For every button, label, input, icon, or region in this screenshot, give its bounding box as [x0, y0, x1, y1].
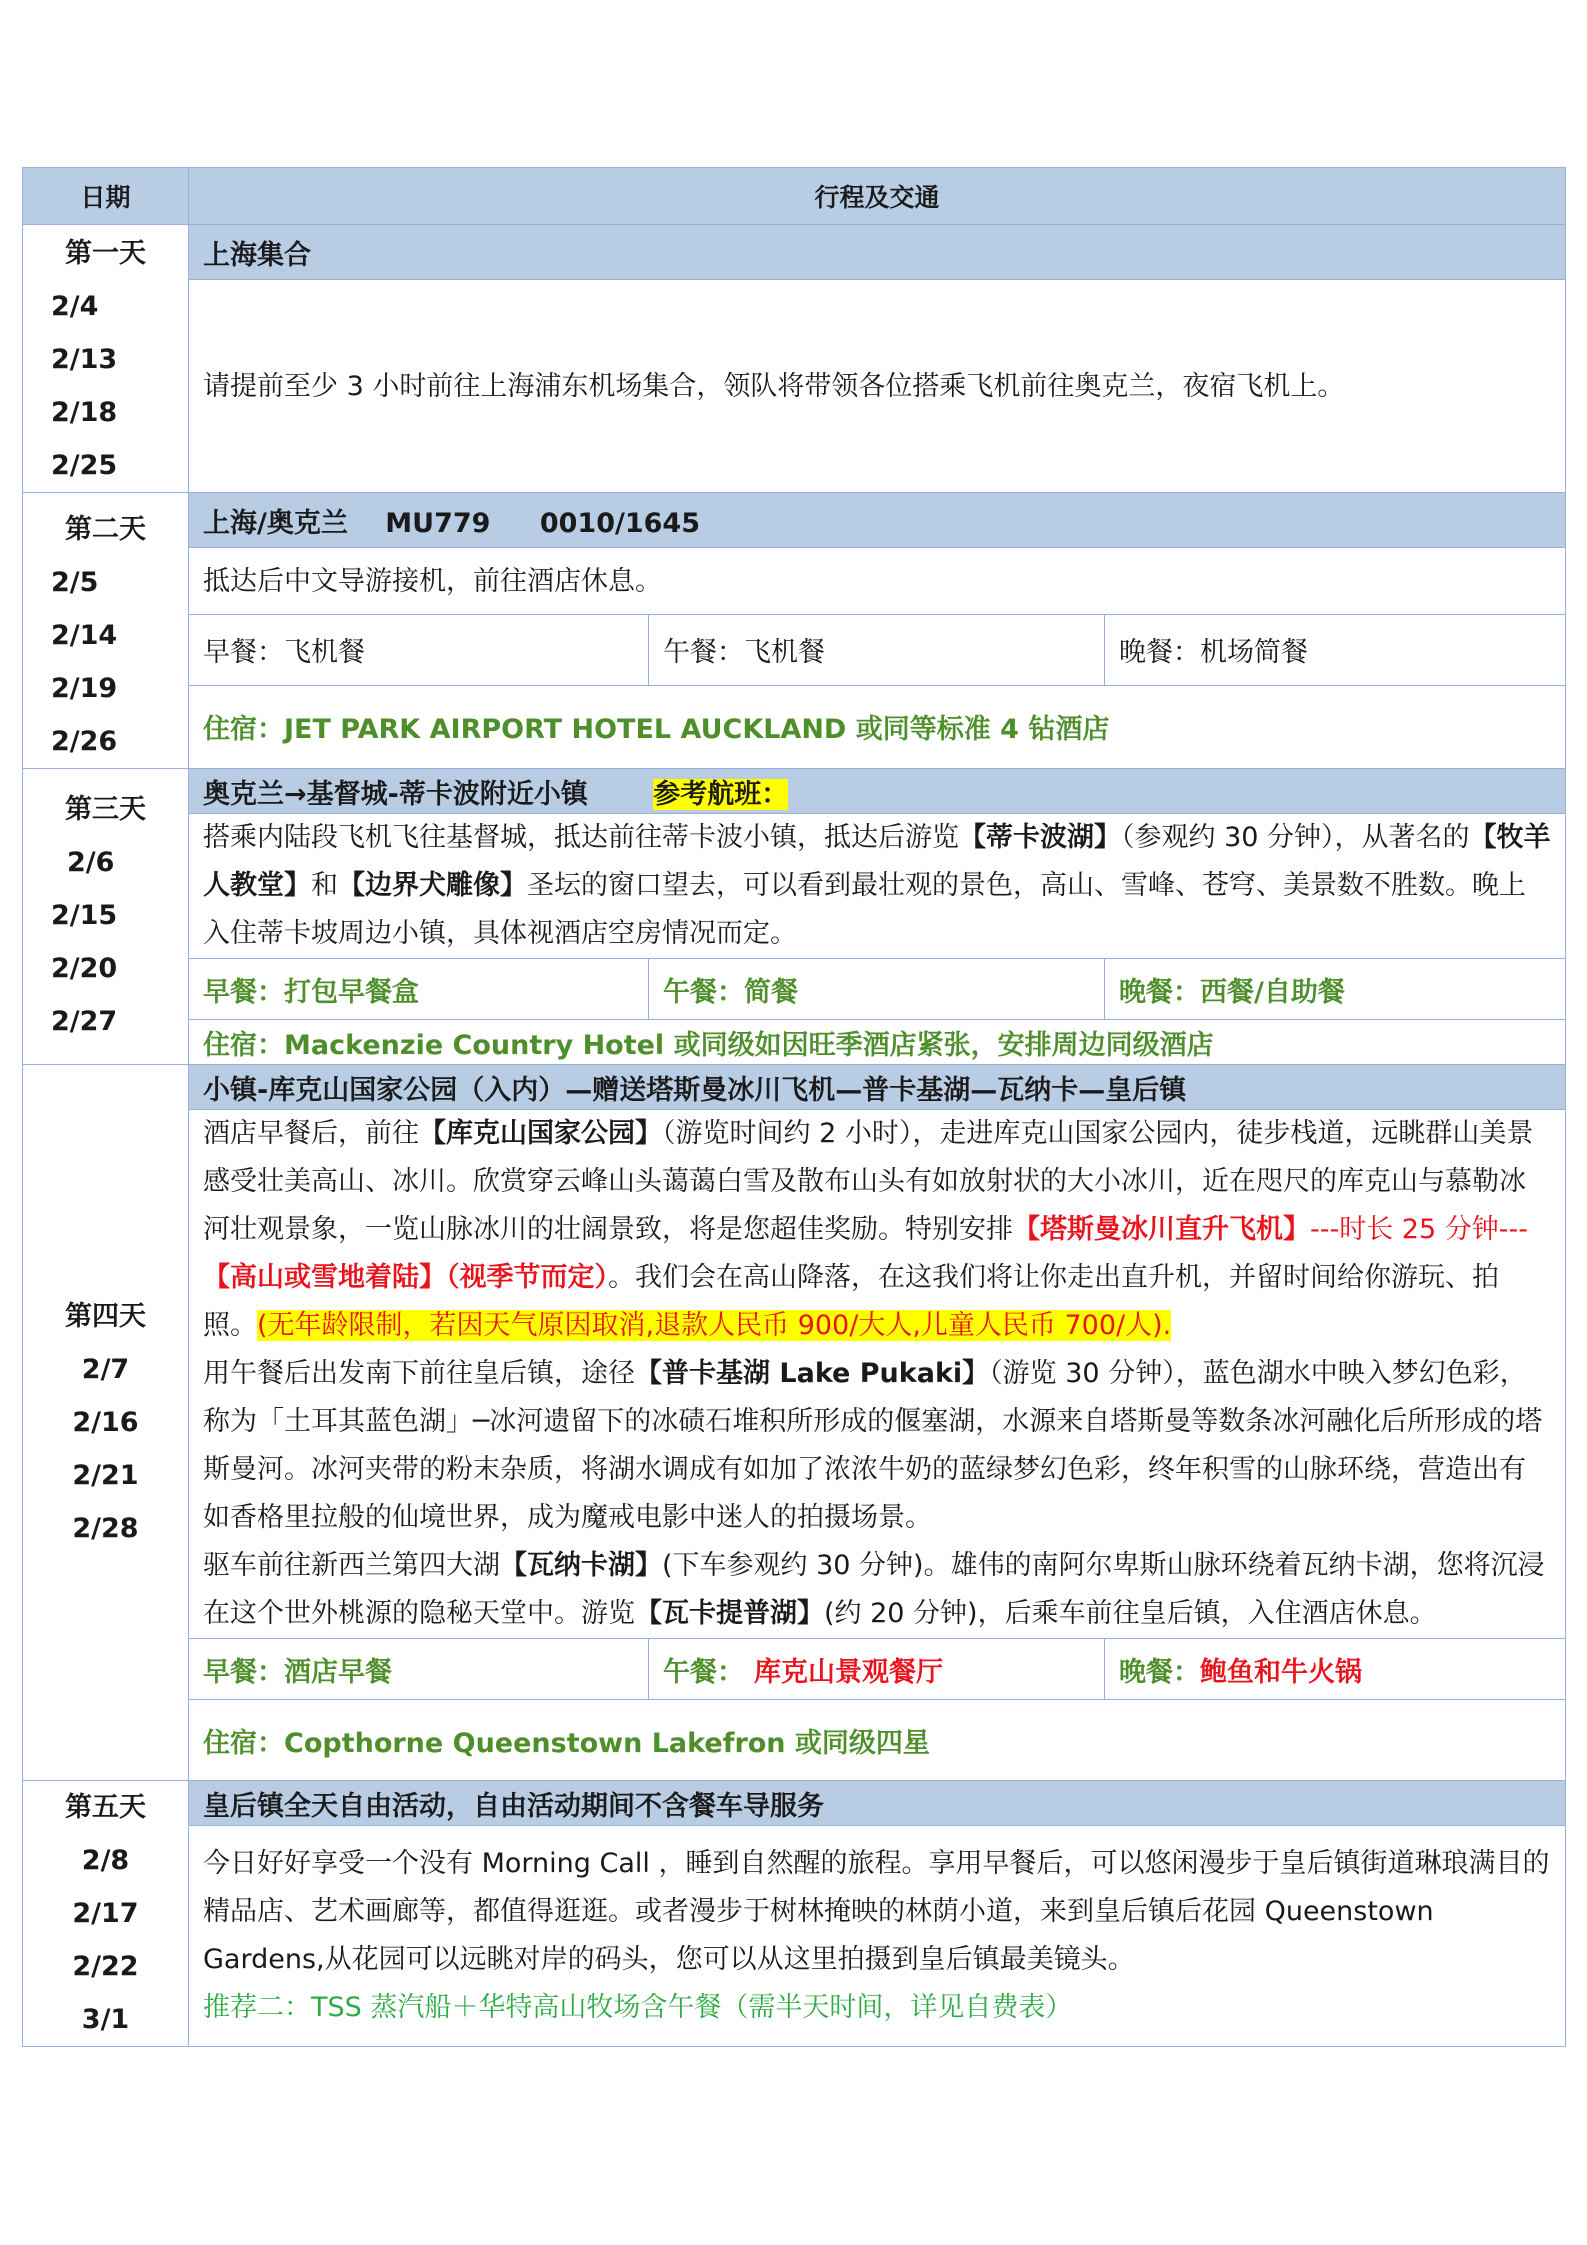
sight-lake-pukaki: 【普卡基湖 Lake Pukaki】	[635, 1358, 990, 1389]
text: 搭乘内陆段飞机飞往基督城，抵达前往蒂卡波小镇，抵达后游览	[203, 822, 959, 853]
day-date: 2/4	[51, 291, 99, 322]
day-date: 2/27	[51, 1006, 118, 1037]
dinner	[1105, 1639, 1566, 1700]
hotel: 住宿：Copthorne Queenstown Lakefron 或同级四星	[189, 1700, 1566, 1781]
text: （游览 30 分钟），蓝色湖水中映入梦幻色彩，称为「土耳其蓝色湖」─冰河遗留下的冰碛石堆积所形成的偃塞湖，水源来自塔斯曼等数条冰河融化后所形成的塔斯曼河。冰河夹带的粉末杂质，将湖水调成有如加了浓浓牛奶的蓝绿梦幻色彩，终年积雪的山脉环绕，营造出有如香格里拉般的仙境世界，成为魔戒电影中迷人的拍摄场景。	[203, 1358, 1543, 1533]
dinner-label: 晚餐：	[1119, 1656, 1200, 1688]
day-label: 第四天	[65, 1301, 146, 1332]
text: 驱车前往新西兰第四大湖	[203, 1550, 500, 1581]
day-date: 2/8	[81, 1845, 130, 1876]
day3-title-row	[23, 769, 1566, 814]
day-date: 2/17	[72, 1898, 139, 1929]
paragraph: 今日好好享受一个没有 Morning Call ，睡到自然醒的旅程。享用早餐后，可以悠闲漫步于皇后镇街道琳琅满目的精品店、艺术画廊等，都值得逛逛。或者漫步于树林掩映的林荫小道，来到皇后镇后花园 Queenstown Gardens,从花园可以远眺对岸的码头，您可以从这里拍摄到皇后镇最美镜头。	[203, 1848, 1550, 1975]
day-date: 2/5	[51, 567, 99, 598]
day-label: 第一天	[65, 238, 146, 269]
day-date: 2/22	[72, 1951, 139, 1982]
sight-lake-wanaka: 【瓦纳卡湖】	[500, 1550, 662, 1581]
refund-note: (无年龄限制，若因天气原因取消,退款人民币 900/大人,儿童人民币 700/人).	[257, 1310, 1172, 1341]
day1-title-row	[23, 225, 1566, 280]
day3-desc	[189, 814, 1566, 959]
day-date: 2/15	[51, 900, 118, 931]
text: 和	[311, 870, 338, 901]
sight-tekapo-lake: 【蒂卡波湖】	[959, 822, 1121, 853]
day5-desc	[189, 1826, 1566, 2047]
day1-desc-row	[23, 280, 1566, 493]
day-date: 2/6	[67, 847, 115, 878]
day4-desc-row	[23, 1110, 1566, 1639]
route: 奥克兰→基督城-蒂卡波附近小镇	[203, 778, 588, 810]
route: 上海/奥克兰	[203, 507, 348, 539]
day-date: 2/7	[81, 1354, 130, 1385]
day-date: 2/18	[51, 397, 118, 428]
day-date: 2/14	[51, 620, 118, 651]
day2-title	[189, 493, 1566, 548]
day4-hotel-row	[23, 1700, 1566, 1781]
day-date: 2/25	[51, 450, 118, 481]
lunch-label: 午餐：	[663, 1656, 744, 1688]
day4-title-row	[23, 1065, 1566, 1110]
helicopter-highlight: 【塔斯曼冰川直升飞机】	[1013, 1214, 1310, 1245]
day-date: 2/21	[72, 1460, 139, 1491]
day-date: 2/26	[51, 726, 118, 757]
day-date: 2/20	[51, 953, 118, 984]
day2-meal-row	[23, 615, 1566, 686]
day2-desc-row	[23, 548, 1566, 615]
day-label: 第三天	[65, 794, 146, 825]
day3-meal-row	[23, 959, 1566, 1020]
flight-time: 0010/1645	[539, 507, 700, 539]
table-header-row	[23, 168, 1566, 225]
day-date: 3/1	[81, 2004, 130, 2035]
header-itinerary: 行程及交通	[189, 168, 1566, 225]
day1-desc: 请提前至少 3 小时前往上海浦东机场集合，领队将带领各位搭乘飞机前往奥克兰，夜宿飞机上。	[189, 280, 1566, 493]
dinner-value: 鲍鱼和牛火锅	[1200, 1656, 1362, 1688]
breakfast: 早餐：打包早餐盒	[189, 959, 649, 1020]
lunch: 午餐：简餐	[649, 959, 1105, 1020]
day2-date-cell	[23, 493, 189, 769]
day4-desc	[189, 1110, 1566, 1639]
text: (约 20 分钟)，后乘车前往皇后镇，入住酒店休息。	[824, 1598, 1437, 1629]
lunch-value: 库克山景观餐厅	[754, 1656, 943, 1688]
day4-date-cell	[23, 1065, 189, 1781]
text: (下车参观约 30 分钟)。雄伟的南阿尔卑斯山脉环绕着瓦纳卡湖，您将沉浸在这个世外桃源的隐秘天堂中。游览	[203, 1550, 1545, 1629]
day2-title-row	[23, 493, 1566, 548]
day-label: 第二天	[65, 514, 146, 545]
day1-title: 上海集合	[189, 225, 1566, 280]
duration-note: ---时长 25 分钟---	[1310, 1214, 1528, 1245]
day5-date-cell	[23, 1781, 189, 2047]
day3-hotel-row	[23, 1020, 1566, 1065]
day3-desc-row	[23, 814, 1566, 959]
landing-highlight: 【高山或雪地着陆】（视季节而定）	[203, 1262, 608, 1293]
day-date: 2/13	[51, 344, 118, 375]
day2-desc: 抵达后中文导游接机，前往酒店休息。	[189, 548, 1566, 615]
header-date: 日期	[23, 168, 189, 225]
paragraph	[203, 1350, 1551, 1542]
text: 酒店早餐后，前往	[203, 1118, 419, 1149]
day3-date-cell	[23, 769, 189, 1065]
paragraph	[203, 1542, 1551, 1638]
day-date: 2/28	[72, 1513, 139, 1544]
day-date: 2/16	[72, 1407, 139, 1438]
day2-hotel-row	[23, 685, 1566, 768]
text: 圣坛的窗口望去，可以看到最壮观的景色，高山、雪峰、苍穹、美景数不胜数。晚上入住蒂卡坡周边小镇，具体视酒店空房情况而定。	[203, 870, 1526, 949]
itinerary-sheet	[22, 167, 1565, 2047]
text: （游览时间约 2 小时），走进库克山国家公园内，徒步栈道，远眺群山美景感受壮美高山、冰川。欣赏穿云峰山头蔼蔼白雪及散布山头有如放射状的大小冰川，近在咫尺的库克山与慕勒冰河壮观景象，一览山脉冰川的壮阔景致，将是您超佳奖励。特别安排	[203, 1118, 1534, 1245]
lunch	[649, 1639, 1105, 1700]
text: 用午餐后出发南下前往皇后镇，途径	[203, 1358, 635, 1389]
sight-mount-cook: 【库克山国家公园】	[419, 1118, 662, 1149]
text: 。我们会在高山降落，在这我们将让你走出直升机，并留时间给你游玩、拍照。	[203, 1262, 1499, 1341]
dinner: 晚餐：西餐/自助餐	[1105, 959, 1566, 1020]
reference-flight: 参考航班：	[653, 778, 789, 810]
day5-title: 皇后镇全天自由活动，自由活动期间不含餐车导服务	[189, 1781, 1566, 1826]
breakfast: 早餐：飞机餐	[189, 615, 649, 686]
paragraph	[203, 1110, 1551, 1350]
day-label: 第五天	[65, 1792, 146, 1823]
sight-shepherd-church: 【牧羊人教堂】	[203, 822, 1551, 901]
day1-date-cell	[23, 225, 189, 493]
day5-desc-row	[23, 1826, 1566, 2047]
flight-number: MU779	[385, 507, 491, 539]
sight-lake-wakatipu: 【瓦卡提普湖】	[635, 1598, 824, 1629]
day3-title	[189, 769, 1566, 814]
hotel: 住宿：JET PARK AIRPORT HOTEL AUCKLAND 或同等标准 4 钻酒店	[189, 685, 1566, 768]
day4-title: 小镇-库克山国家公园（入内）—赠送塔斯曼冰川飞机—普卡基湖—瓦纳卡—皇后镇	[189, 1065, 1566, 1110]
recommendation: 推荐二：TSS 蒸汽船＋华特高山牧场含午餐（需半天时间，详见自费表）	[203, 1992, 1073, 2023]
sight-dog-statue: 【边界犬雕像】	[338, 870, 527, 901]
hotel: 住宿：Mackenzie Country Hotel 或同级如因旺季酒店紧张，安排周边同级酒店	[189, 1020, 1566, 1065]
breakfast: 早餐：酒店早餐	[189, 1639, 649, 1700]
itinerary-table	[22, 167, 1566, 2047]
day-date: 2/19	[51, 673, 118, 704]
day5-title-row	[23, 1781, 1566, 1826]
dinner: 晚餐：机场简餐	[1105, 615, 1566, 686]
day4-meal-row	[23, 1639, 1566, 1700]
lunch: 午餐：飞机餐	[649, 615, 1105, 686]
text: （参观约 30 分钟），从著名的	[1121, 822, 1470, 853]
